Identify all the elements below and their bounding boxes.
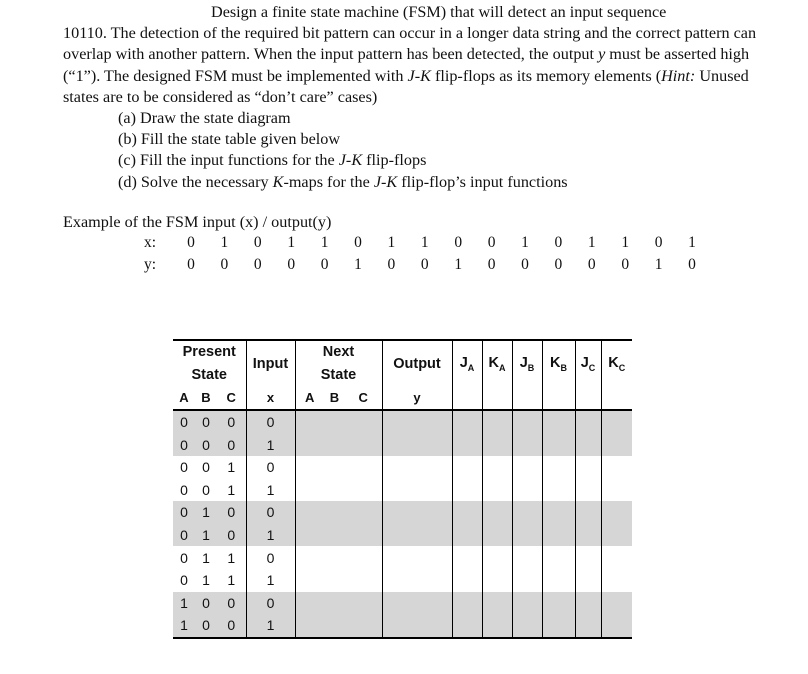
task-item: (a) Draw the state diagram bbox=[118, 109, 291, 128]
present-b-cell: 1 bbox=[195, 546, 217, 569]
table-row bbox=[173, 501, 632, 524]
present-c-cell: 0 bbox=[217, 614, 246, 638]
jb-cell[interactable] bbox=[512, 569, 542, 592]
y-value: 0 bbox=[420, 256, 429, 273]
present-a-cell: 0 bbox=[173, 433, 195, 456]
y-value: 0 bbox=[253, 256, 262, 273]
task-item: (b) Fill the state table given below bbox=[118, 130, 341, 149]
next-b-cell[interactable] bbox=[324, 456, 345, 479]
y-value: 0 bbox=[688, 256, 696, 273]
y-value: 0 bbox=[387, 256, 396, 273]
ka-cell[interactable] bbox=[482, 501, 512, 524]
input-x-cell: 1 bbox=[246, 433, 295, 456]
hint-text: Unused states are to be considered as “don’t care” cases) bbox=[63, 66, 749, 106]
input-x-cell: 0 bbox=[246, 456, 295, 479]
next-c-cell[interactable] bbox=[345, 479, 382, 502]
jc-cell[interactable] bbox=[575, 569, 601, 592]
present-a-cell: 1 bbox=[173, 592, 195, 615]
ja-cell[interactable] bbox=[452, 501, 482, 524]
jb-cell[interactable] bbox=[512, 433, 542, 456]
present-b-cell: 1 bbox=[195, 569, 217, 592]
kc-cell[interactable] bbox=[601, 569, 632, 592]
output-variable: y bbox=[598, 45, 606, 64]
jc-cell[interactable] bbox=[575, 479, 601, 502]
ka-cell[interactable] bbox=[482, 614, 512, 638]
next-b-cell[interactable] bbox=[324, 592, 345, 615]
ja-cell[interactable] bbox=[452, 569, 482, 592]
present-a-cell: 0 bbox=[173, 410, 195, 434]
ka-cell[interactable] bbox=[482, 410, 512, 434]
kb-cell[interactable] bbox=[542, 614, 575, 638]
ka-cell[interactable] bbox=[482, 569, 512, 592]
present-a-cell: 0 bbox=[173, 546, 195, 569]
input-header: Input bbox=[246, 340, 295, 386]
kb-cell[interactable] bbox=[542, 479, 575, 502]
ja-cell[interactable] bbox=[452, 479, 482, 502]
table-row bbox=[173, 479, 632, 502]
input-x-cell: 0 bbox=[246, 410, 295, 434]
kc-cell[interactable] bbox=[601, 592, 632, 615]
x-value: 0 bbox=[187, 234, 195, 251]
present-c-cell: 0 bbox=[217, 592, 246, 615]
ja-cell[interactable] bbox=[452, 456, 482, 479]
output-y-cell[interactable] bbox=[382, 614, 452, 638]
hint-label: Hint: bbox=[661, 66, 696, 85]
kc-cell[interactable] bbox=[601, 410, 632, 434]
ka-cell[interactable] bbox=[482, 546, 512, 569]
jc-cell[interactable] bbox=[575, 546, 601, 569]
input-x-cell: 1 bbox=[246, 614, 295, 638]
col-y: y bbox=[382, 386, 452, 410]
next-c-cell[interactable] bbox=[345, 456, 382, 479]
next-a-cell[interactable] bbox=[295, 456, 324, 479]
present-c-cell: 0 bbox=[217, 524, 246, 547]
y-value: 0 bbox=[287, 256, 296, 273]
y-value: 0 bbox=[621, 256, 630, 273]
present-b-cell: 0 bbox=[195, 614, 217, 638]
jc-cell[interactable] bbox=[575, 501, 601, 524]
table-row bbox=[173, 592, 632, 615]
kb-cell[interactable] bbox=[542, 524, 575, 547]
state-table bbox=[173, 339, 632, 639]
table-row bbox=[173, 524, 632, 547]
next-c-cell[interactable] bbox=[345, 410, 382, 434]
present-c-cell: 1 bbox=[217, 479, 246, 502]
next-b-cell[interactable] bbox=[324, 614, 345, 638]
problem-body-3: flip-flops as its memory elements ( bbox=[430, 66, 662, 85]
table-row bbox=[173, 614, 632, 638]
kb-cell[interactable] bbox=[542, 456, 575, 479]
kc-cell[interactable] bbox=[601, 479, 632, 502]
next-state-header-2: State bbox=[295, 364, 382, 387]
present-c-cell: 1 bbox=[217, 546, 246, 569]
x-value: 1 bbox=[320, 234, 329, 251]
present-a-cell: 0 bbox=[173, 479, 195, 502]
y-value: 0 bbox=[521, 256, 529, 273]
present-b-cell: 0 bbox=[195, 479, 217, 502]
ja-header: $J_A$ bbox=[452, 340, 482, 386]
input-x-cell: 0 bbox=[246, 546, 295, 569]
state-table-grid bbox=[173, 339, 632, 639]
next-a-cell[interactable] bbox=[295, 524, 324, 547]
output-y-cell[interactable] bbox=[382, 501, 452, 524]
jc-cell[interactable] bbox=[575, 433, 601, 456]
ka-cell[interactable] bbox=[482, 592, 512, 615]
jb-cell[interactable] bbox=[512, 614, 542, 638]
present-c-cell: 0 bbox=[217, 410, 246, 434]
next-b-cell[interactable] bbox=[324, 569, 345, 592]
present-a-cell: 1 bbox=[173, 614, 195, 638]
y-value: 1 bbox=[454, 256, 463, 273]
present-a-cell: 0 bbox=[173, 524, 195, 547]
kc-cell[interactable] bbox=[601, 614, 632, 638]
x-value: 1 bbox=[420, 234, 429, 251]
next-b-cell[interactable] bbox=[324, 546, 345, 569]
jb-header: $J_B$ bbox=[512, 340, 542, 386]
ka-cell[interactable] bbox=[482, 456, 512, 479]
kb-cell[interactable] bbox=[542, 410, 575, 434]
jb-cell[interactable] bbox=[512, 501, 542, 524]
ka-cell[interactable] bbox=[482, 433, 512, 456]
next-a-cell[interactable] bbox=[295, 410, 324, 434]
problem-statement bbox=[63, 2, 783, 193]
next-b-cell[interactable] bbox=[324, 410, 345, 434]
input-x-cell: 1 bbox=[246, 569, 295, 592]
kb-header: $K_B$ bbox=[542, 340, 575, 386]
jc-cell[interactable] bbox=[575, 524, 601, 547]
col-next-c: C bbox=[345, 386, 382, 410]
kb-cell[interactable] bbox=[542, 433, 575, 456]
problem-text bbox=[63, 2, 783, 108]
jc-header: $J_C$ bbox=[575, 340, 601, 386]
x-value: 0 bbox=[354, 234, 362, 251]
ja-cell[interactable] bbox=[452, 546, 482, 569]
x-value: 1 bbox=[220, 234, 229, 251]
problem-body-2: must be asserted high (“1”). The designed FSM must be implemented with bbox=[63, 45, 750, 85]
present-b-cell: 0 bbox=[195, 410, 217, 434]
jc-cell[interactable] bbox=[575, 614, 601, 638]
present-b-cell: 0 bbox=[195, 456, 217, 479]
x-value: 1 bbox=[387, 234, 396, 251]
y-value: 0 bbox=[487, 256, 496, 273]
output-y-cell[interactable] bbox=[382, 456, 452, 479]
x-value: 0 bbox=[654, 234, 663, 251]
next-b-cell[interactable] bbox=[324, 433, 345, 456]
problem-line-1: Design a finite state machine (FSM) that will detect an input sequence bbox=[211, 3, 667, 21]
present-c-cell: 1 bbox=[217, 456, 246, 479]
present-c-cell: 0 bbox=[217, 433, 246, 456]
jb-cell[interactable] bbox=[512, 479, 542, 502]
output-y-cell[interactable] bbox=[382, 410, 452, 434]
next-a-cell[interactable] bbox=[295, 592, 324, 615]
next-a-cell[interactable] bbox=[295, 433, 324, 456]
output-y-cell[interactable] bbox=[382, 479, 452, 502]
kb-cell[interactable] bbox=[542, 546, 575, 569]
input-x-cell: 1 bbox=[246, 479, 295, 502]
x-value: 1 bbox=[287, 234, 296, 251]
present-b-cell: 1 bbox=[195, 524, 217, 547]
present-c-cell: 0 bbox=[217, 501, 246, 524]
ka-cell[interactable] bbox=[482, 524, 512, 547]
output-y-cell[interactable] bbox=[382, 569, 452, 592]
next-b-cell[interactable] bbox=[324, 501, 345, 524]
present-b-cell: 0 bbox=[195, 592, 217, 615]
y-value: 0 bbox=[320, 256, 329, 273]
output-y-cell[interactable] bbox=[382, 546, 452, 569]
ja-cell[interactable] bbox=[452, 524, 482, 547]
input-x-cell: 1 bbox=[246, 524, 295, 547]
y-value: 0 bbox=[187, 256, 195, 273]
table-row bbox=[173, 546, 632, 569]
ja-cell[interactable] bbox=[452, 410, 482, 434]
ka-header: $K_A$ bbox=[482, 340, 512, 386]
present-state-header-2: State bbox=[191, 366, 227, 383]
jb-cell[interactable] bbox=[512, 592, 542, 615]
col-a: A bbox=[173, 386, 195, 410]
next-c-cell[interactable] bbox=[345, 592, 382, 615]
kb-cell[interactable] bbox=[542, 569, 575, 592]
input-x-cell: 0 bbox=[246, 501, 295, 524]
y-value: 0 bbox=[587, 256, 596, 273]
jb-cell[interactable] bbox=[512, 524, 542, 547]
x-value: 0 bbox=[253, 234, 262, 251]
next-a-cell[interactable] bbox=[295, 501, 324, 524]
present-a-cell: 0 bbox=[173, 569, 195, 592]
present-a-cell: 0 bbox=[173, 456, 195, 479]
output-y-cell[interactable] bbox=[382, 433, 452, 456]
kc-cell[interactable] bbox=[601, 433, 632, 456]
col-b: B bbox=[195, 386, 217, 410]
col-x: x bbox=[246, 386, 295, 410]
jc-cell[interactable] bbox=[575, 592, 601, 615]
table-row bbox=[173, 456, 632, 479]
problem-body: 10110. The detection of the required bit pattern can occur in a longer data string and the correct pattern can overlap with another pattern. When the input pattern has been detected, the output bbox=[63, 24, 757, 64]
y-label: y: bbox=[144, 256, 157, 273]
y-value: 1 bbox=[354, 256, 362, 273]
next-c-cell[interactable] bbox=[345, 614, 382, 638]
present-b-cell: 0 bbox=[195, 433, 217, 456]
next-state-header: Next bbox=[295, 340, 382, 364]
jc-cell[interactable] bbox=[575, 410, 601, 434]
kc-cell[interactable] bbox=[601, 546, 632, 569]
x-value: 0 bbox=[454, 234, 463, 251]
ka-cell[interactable] bbox=[482, 479, 512, 502]
present-state-header: Present bbox=[173, 340, 246, 364]
task-list bbox=[63, 108, 783, 193]
next-b-cell[interactable] bbox=[324, 479, 345, 502]
next-a-cell[interactable] bbox=[295, 546, 324, 569]
kc-header: $K_C$ bbox=[601, 340, 632, 386]
col-next-a: A bbox=[295, 386, 324, 410]
kc-cell[interactable] bbox=[601, 524, 632, 547]
col-c: C bbox=[217, 386, 246, 410]
x-value: 1 bbox=[521, 234, 529, 251]
table-row bbox=[173, 433, 632, 456]
next-c-cell[interactable] bbox=[345, 546, 382, 569]
next-a-cell[interactable] bbox=[295, 614, 324, 638]
present-b-cell: 1 bbox=[195, 501, 217, 524]
table-row bbox=[173, 569, 632, 592]
x-value: 1 bbox=[587, 234, 596, 251]
input-x-cell: 0 bbox=[246, 592, 295, 615]
ja-cell[interactable] bbox=[452, 592, 482, 615]
x-label: x: bbox=[144, 234, 157, 251]
x-value: 1 bbox=[688, 234, 696, 251]
next-c-cell[interactable] bbox=[345, 433, 382, 456]
next-c-cell[interactable] bbox=[345, 569, 382, 592]
jk-term: J-K bbox=[407, 66, 431, 85]
present-c-cell: 1 bbox=[217, 569, 246, 592]
task-item: (c) Fill the input functions for the J-K flip-flops bbox=[118, 151, 427, 170]
jb-cell[interactable] bbox=[512, 410, 542, 434]
next-c-cell[interactable] bbox=[345, 501, 382, 524]
kc-cell[interactable] bbox=[601, 501, 632, 524]
x-value: 0 bbox=[487, 234, 496, 251]
kb-cell[interactable] bbox=[542, 501, 575, 524]
next-c-cell[interactable] bbox=[345, 524, 382, 547]
y-value: 0 bbox=[220, 256, 229, 273]
present-a-cell: 0 bbox=[173, 501, 195, 524]
jc-cell[interactable] bbox=[575, 456, 601, 479]
output-header: Output bbox=[382, 340, 452, 386]
jb-cell[interactable] bbox=[512, 456, 542, 479]
ja-cell[interactable] bbox=[452, 614, 482, 638]
kc-cell[interactable] bbox=[601, 456, 632, 479]
table-row bbox=[173, 410, 632, 434]
jb-cell[interactable] bbox=[512, 546, 542, 569]
kb-cell[interactable] bbox=[542, 592, 575, 615]
ja-cell[interactable] bbox=[452, 433, 482, 456]
task-item: (d) Solve the necessary K-maps for the J-K flip-flop’s input functions bbox=[118, 172, 568, 191]
col-next-b: B bbox=[324, 386, 345, 410]
output-y-cell[interactable] bbox=[382, 592, 452, 615]
y-value: 0 bbox=[554, 256, 563, 273]
next-a-cell[interactable] bbox=[295, 479, 324, 502]
y-value: 1 bbox=[654, 256, 663, 273]
next-b-cell[interactable] bbox=[324, 524, 345, 547]
next-a-cell[interactable] bbox=[295, 569, 324, 592]
example-title: Example of the FSM input (x) / output(y) bbox=[63, 213, 332, 231]
x-value: 0 bbox=[554, 234, 563, 251]
output-y-cell[interactable] bbox=[382, 524, 452, 547]
x-value: 1 bbox=[621, 234, 630, 251]
